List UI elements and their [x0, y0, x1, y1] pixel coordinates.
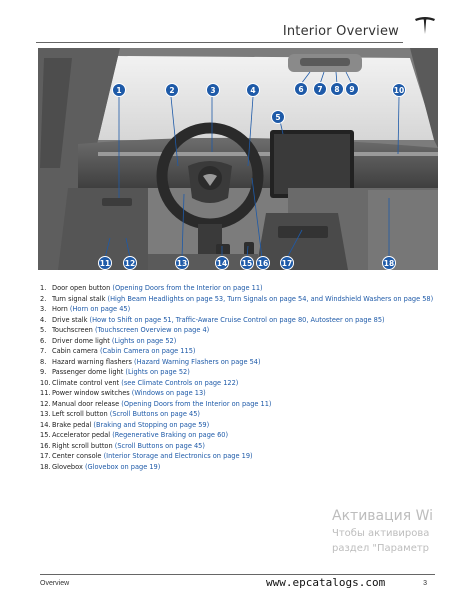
legend-label: Hazard warning flashers — [52, 357, 132, 366]
callout-15: 15 — [240, 256, 254, 270]
legend-label: Center console — [52, 452, 102, 460]
callout-16: 16 — [256, 256, 270, 270]
legend-item — [40, 367, 440, 378]
legend-item — [40, 451, 440, 462]
footer-section-label: Overview — [40, 580, 70, 587]
legend-number: 7. — [40, 347, 47, 355]
legend-item — [40, 409, 440, 420]
watermark-title: Активация Wi — [332, 508, 434, 524]
legend-number: 9. — [40, 368, 47, 376]
legend-reference-link[interactable]: (Windows on page 13) — [131, 389, 206, 397]
legend-reference-link[interactable]: (Opening Doors from the Interior on page 11) — [121, 399, 272, 408]
legend-number: 8. — [40, 357, 47, 366]
legend-number: 17. — [40, 452, 51, 460]
legend-number: 16. — [40, 441, 51, 450]
legend-number: 6. — [40, 336, 47, 345]
callout-3: 3 — [206, 83, 220, 97]
legend-reference-link[interactable]: (see Climate Controls on page 122) — [121, 378, 239, 387]
legend-item — [40, 357, 440, 368]
legend-item — [40, 336, 440, 347]
footer-url: www.epcatalogs.com — [266, 576, 386, 589]
legend-label: Brake pedal — [52, 420, 92, 429]
legend-number: 11. — [40, 389, 51, 397]
legend-reference-link[interactable]: (Lights on page 52) — [125, 368, 190, 376]
legend-item — [40, 430, 440, 441]
callout-8: 8 — [330, 82, 344, 96]
legend-reference-link[interactable]: (Glovebox on page 19) — [84, 462, 161, 471]
legend-item — [40, 346, 440, 357]
callout-4: 4 — [246, 83, 260, 97]
legend-label: Cabin camera — [52, 347, 98, 355]
legend-number: 10. — [40, 378, 51, 387]
callout-14: 14 — [215, 256, 229, 270]
legend-reference-link[interactable]: (Opening Doors from the Interior on page 11) — [112, 284, 263, 292]
legend-reference-link[interactable]: (Cabin Camera on page 115) — [99, 347, 196, 355]
legend-reference-link[interactable]: (Regenerative Braking on page 60) — [112, 431, 229, 439]
tesla-logo-icon — [413, 14, 437, 38]
legend-label: Driver dome light — [52, 336, 110, 345]
legend-item — [40, 399, 440, 410]
legend-reference-link[interactable]: (Touchscreen Overview on page 4) — [94, 326, 210, 334]
callout-18: 18 — [382, 256, 396, 270]
legend-reference-link[interactable]: (Lights on page 52) — [111, 336, 177, 345]
legend-list — [40, 283, 440, 472]
legend-item — [40, 462, 440, 473]
callout-11: 11 — [98, 256, 112, 270]
callout-12: 12 — [123, 256, 137, 270]
legend-item — [40, 325, 440, 336]
callout-1: 1 — [112, 83, 126, 97]
legend-item — [40, 315, 440, 326]
legend-label: Touchscreen — [52, 326, 93, 334]
callout-9: 9 — [345, 82, 359, 96]
watermark-line-2: раздел "Параметр — [332, 543, 430, 554]
callout-7: 7 — [313, 82, 327, 96]
page-title: Interior Overview — [282, 24, 399, 39]
legend-label: Glovebox — [52, 462, 83, 471]
legend-item — [40, 378, 440, 389]
callout-13: 13 — [175, 256, 189, 270]
legend-item — [40, 304, 440, 315]
callout-6: 6 — [294, 82, 308, 96]
legend-item — [40, 388, 440, 399]
legend-label: Manual door release — [52, 399, 120, 408]
legend-reference-link[interactable]: (How to Shift on page 51, Traffic-Aware Cruise Control on page 80, Autosteer on page 85) — [89, 315, 385, 324]
legend-number: 14. — [40, 420, 51, 429]
legend-item — [40, 294, 440, 305]
legend-label: Left scroll button — [52, 410, 108, 418]
callout-5: 5 — [271, 110, 285, 124]
legend-reference-link[interactable]: (Scroll Buttons on page 45) — [114, 441, 205, 450]
legend-label: Horn — [52, 305, 68, 313]
header-rule — [36, 42, 403, 43]
interior-photo — [38, 48, 438, 270]
watermark-line-1: Чтобы активирова — [332, 528, 430, 539]
legend-item — [40, 420, 440, 431]
legend-number: 15. — [40, 431, 51, 439]
legend-item — [40, 441, 440, 452]
legend-number: 1. — [40, 284, 47, 292]
legend-number: 18. — [40, 462, 51, 471]
legend-label: Climate control vent — [52, 378, 120, 387]
legend-label: Drive stalk — [52, 315, 88, 324]
legend-number: 2. — [40, 294, 47, 303]
legend-number: 12. — [40, 399, 51, 408]
legend-item — [40, 283, 440, 294]
legend-number: 3. — [40, 305, 47, 313]
callout-17: 17 — [280, 256, 294, 270]
legend-label: Accelerator pedal — [52, 431, 111, 439]
legend-reference-link[interactable]: (Horn on page 45) — [69, 305, 131, 313]
legend-label: Passenger dome light — [52, 368, 124, 376]
legend-label: Turn signal stalk — [52, 294, 106, 303]
activation-watermark — [332, 508, 433, 554]
page-header — [0, 0, 459, 46]
legend-reference-link[interactable]: (Scroll Buttons on page 45) — [109, 410, 200, 418]
legend-reference-link[interactable]: (Braking and Stopping on page 59) — [93, 420, 210, 429]
legend-reference-link[interactable]: (Interior Storage and Electronics on page 19) — [103, 452, 253, 460]
legend-number: 4. — [40, 315, 47, 324]
callout-10: 10 — [392, 83, 406, 97]
legend-reference-link[interactable]: (High Beam Headlights on page 53, Turn Signals on page 54, and Windshield Washers on page 58) — [107, 294, 434, 303]
legend-number: 5. — [40, 326, 47, 334]
legend-number: 13. — [40, 410, 51, 418]
legend-label: Power window switches — [52, 389, 130, 397]
legend-reference-link[interactable]: (Hazard Warning Flashers on page 54) — [134, 357, 261, 366]
page-number: 3 — [423, 580, 427, 587]
callout-leader-lines — [38, 48, 438, 270]
footer-rule — [40, 574, 435, 575]
legend-label: Right scroll button — [52, 441, 113, 450]
legend-label: Door open button — [52, 284, 111, 292]
callout-2: 2 — [165, 83, 179, 97]
